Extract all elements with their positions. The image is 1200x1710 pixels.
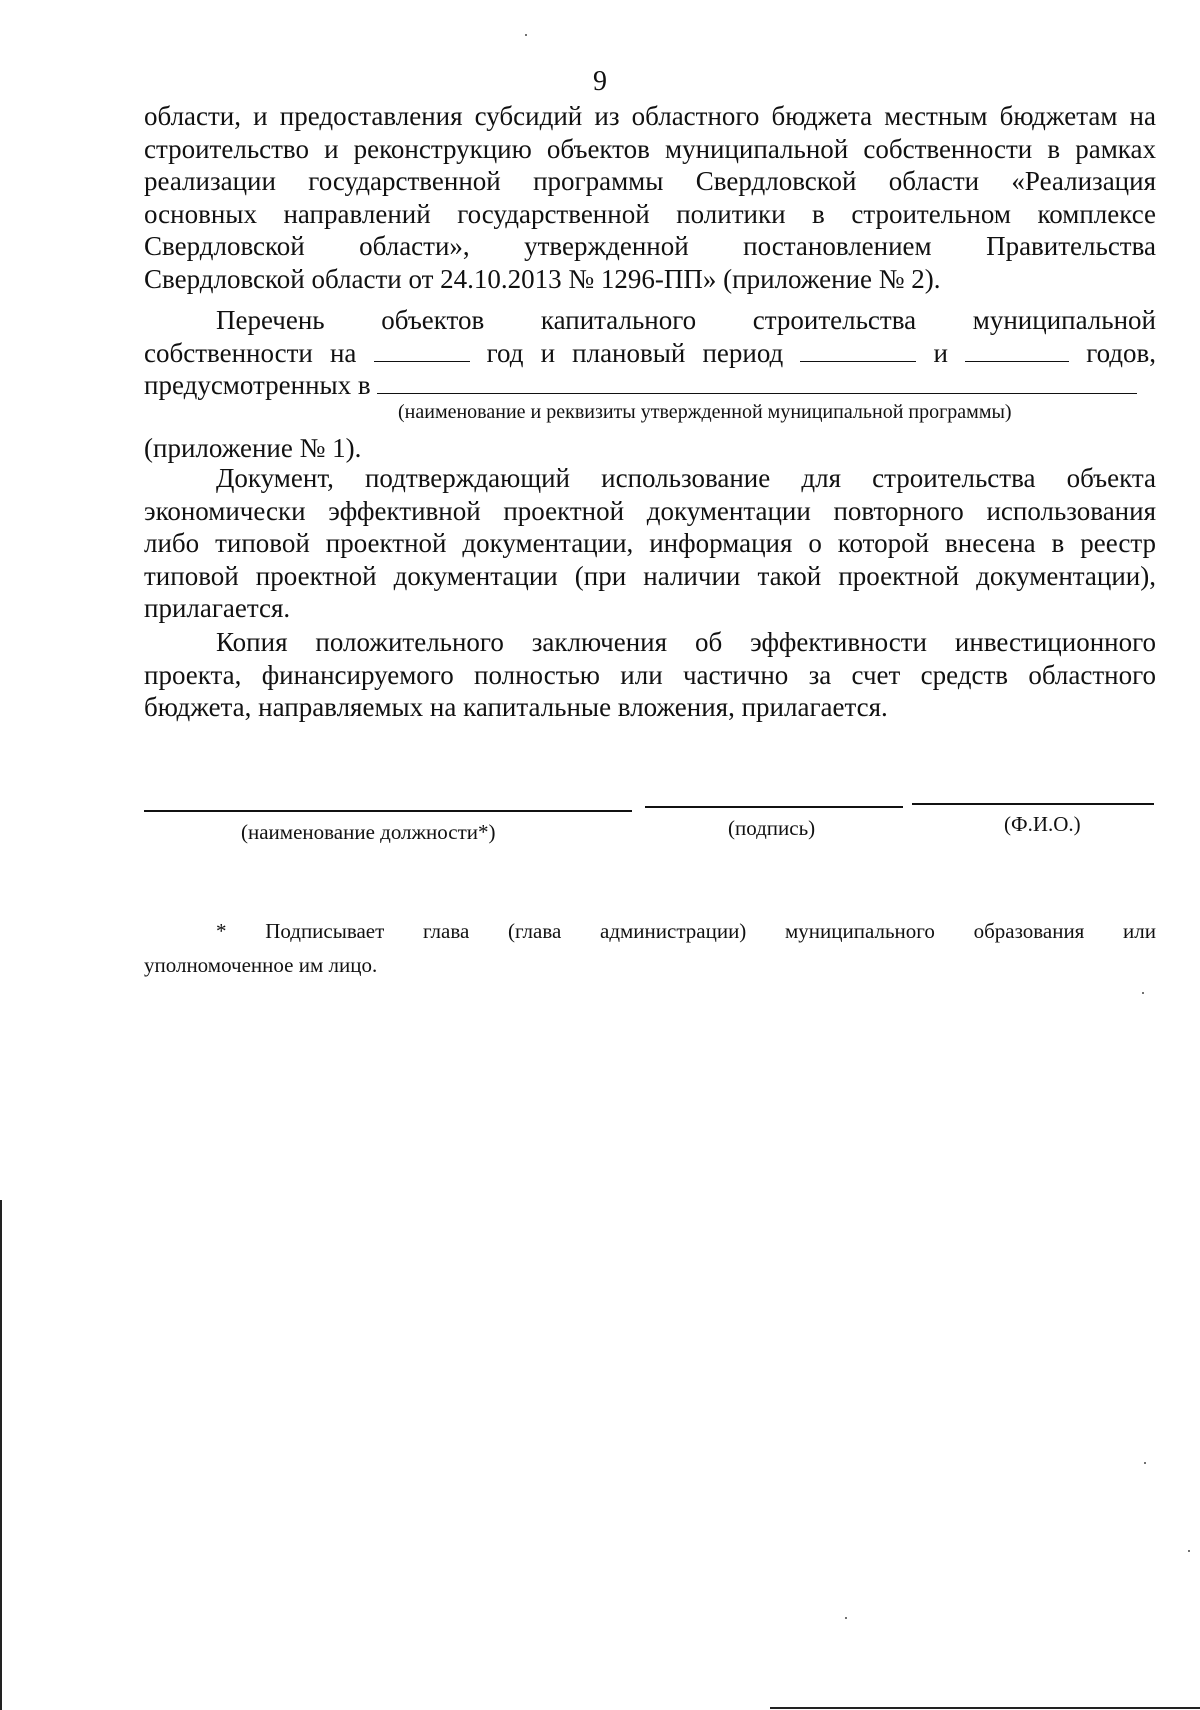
- signature-line[interactable]: [645, 806, 903, 808]
- intro-line: Свердловской области от 24.10.2013 № 1296-ПП» (приложение № 2).: [144, 263, 941, 294]
- document-line: либо типовой проектной документации, информация о которой внесена в реестр: [144, 528, 1156, 558]
- year-blank[interactable]: [374, 339, 470, 362]
- position-label: (наименование должности*): [241, 820, 496, 844]
- list-line-2-text-a: собственности на: [144, 337, 357, 368]
- page-number: 9: [593, 66, 607, 97]
- intro-line: строительство и реконструкцию объектов муниципальной собственности в рамках: [144, 133, 1156, 164]
- copy-line: Копия положительного заключения об эффективности инвестиционного: [216, 627, 1156, 657]
- document-line: Документ, подтверждающий использование для строительства объекта: [216, 463, 1156, 493]
- name-label: (Ф.И.О.): [1004, 812, 1081, 836]
- scan-edge-bottom: [770, 1707, 1200, 1709]
- signature-label: (подпись): [728, 816, 816, 840]
- scan-edge-left: [0, 1200, 2, 1710]
- document-line: экономически эффективной проектной документации повторного использования: [144, 495, 1156, 526]
- list-line-3-text: предусмотренных в: [144, 370, 371, 400]
- footnote-line-2: уполномоченное им лицо.: [144, 953, 378, 977]
- list-line-1: Перечень объектов капитального строительства муниципальной: [216, 305, 1156, 335]
- document-paragraph: [144, 462, 1156, 625]
- scan-speck: [845, 1617, 847, 1619]
- scan-speck: [1188, 1550, 1190, 1552]
- copy-line: бюджета, направляемых на капитальные вложения, прилагается.: [144, 692, 888, 722]
- list-paragraph: [144, 304, 1156, 402]
- list-line-3: [144, 369, 1156, 402]
- list-line-4: (приложение № 1).: [144, 433, 362, 463]
- copy-line: проекта, финансируемого полностью или частично за счет средств областного: [144, 659, 1156, 690]
- footnote-line-1: * Подписывает глава (глава администрации) муниципального образования или: [216, 919, 1156, 943]
- position-line[interactable]: [144, 810, 632, 812]
- scan-speck: [525, 34, 527, 36]
- program-hint: (наименование и реквизиты утвержденной муниципальной программы): [398, 401, 1012, 423]
- intro-paragraph: [144, 100, 1156, 295]
- list-line-2-text-b: год и плановый период: [486, 337, 784, 368]
- list-line-2: [144, 337, 1156, 370]
- plan-year-start-blank[interactable]: [800, 339, 916, 362]
- intro-line: реализации государственной программы Свердловской области «Реализация: [144, 166, 1156, 196]
- scan-speck: [1144, 1462, 1146, 1464]
- intro-line: основных направлений государственной политики в строительном комплексе: [144, 198, 1156, 229]
- list-line-2-text-d: годов,: [1086, 337, 1157, 368]
- copy-paragraph: [144, 626, 1156, 724]
- document-line: прилагается.: [144, 593, 291, 623]
- list-line-2-text-c: и: [933, 337, 948, 368]
- plan-year-end-blank[interactable]: [965, 339, 1069, 362]
- list-appendix: [144, 432, 1156, 465]
- scan-speck: [1142, 992, 1144, 994]
- intro-line: области, и предоставления субсидий из областного бюджета местным бюджетам на: [144, 101, 1156, 131]
- footnote: [144, 914, 1156, 982]
- intro-line: Свердловской области», утвержденной постановлением Правительства: [144, 231, 1156, 261]
- program-blank[interactable]: [377, 371, 1137, 394]
- name-line[interactable]: [912, 803, 1154, 805]
- document-line: типовой проектной документации (при наличии такой проектной документации),: [144, 560, 1156, 591]
